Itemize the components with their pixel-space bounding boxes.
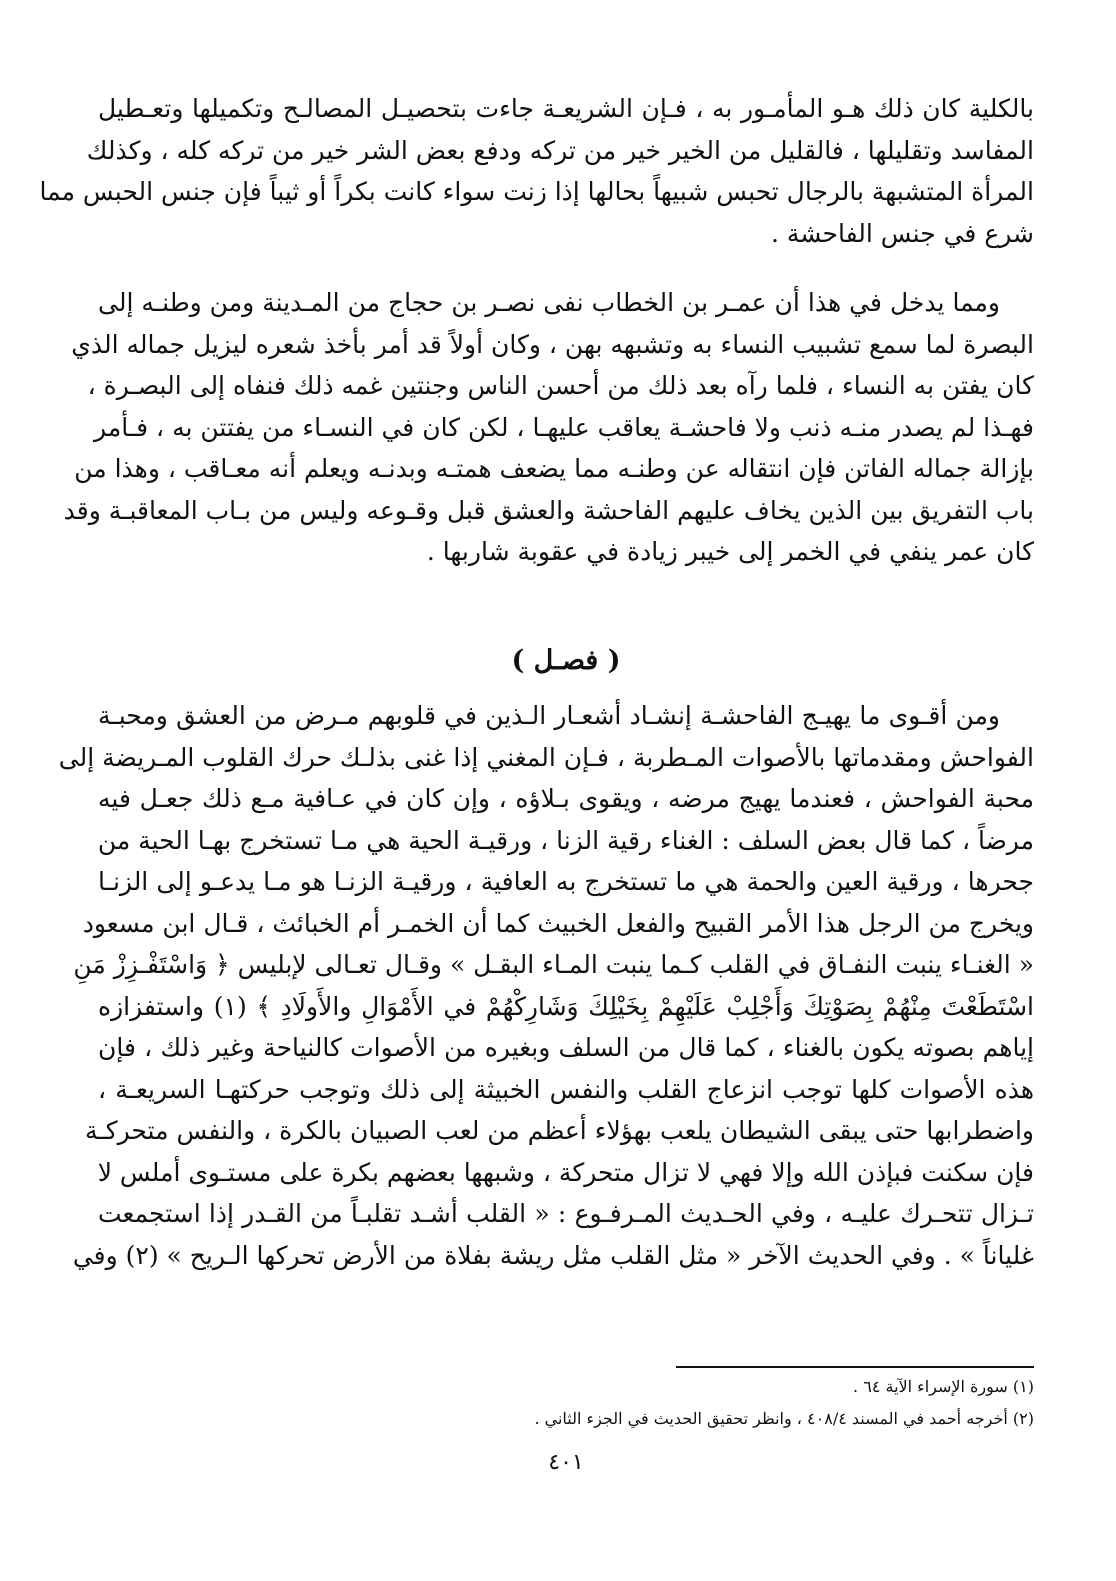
paragraph-2 [63,282,1034,573]
text-line: جحرها ، ورقية العين والحمة هي ما تستخرج به العافية ، ورقيـة الزنـا هو مـا يدعـو إلى الزنـا [98,867,1034,896]
footnote-2: (٢) أخرجه أحمد في المسند ٤٠٨/٤ ، وانظر تحقيق الحديث في الجزء الثاني . [534,1409,1034,1428]
text-line: البصرة لما سمع تشبيب النساء به وتشبهه بهن ، وكان أولاً قد أمر بأخذ شعره ليزيل جماله الذي [71,329,1034,359]
text-line: بالكلية كان ذلك هـو المأمـور به ، فـإن الشريعـة جاءت بتحصيـل المصالـح وتكميلها وتعـطيل [98,94,1034,123]
text-line: الفواحش ومقدماتها بالأصوات المـطربة ، فـإن المغني إذا غنى بذلـك حرك القلوب المـريضة إلى [58,742,1034,772]
text-line: إياهم بصوته يكون بالغناء ، كما قال من السلف وبغيره من الأصوات كالنياحة وغير ذلك ، فإن [98,1033,1034,1062]
footnote-divider [676,1366,1034,1368]
text-line: كان عمر ينفي في الخمر إلى خيبر زيادة في عقوبة شاربها . [426,537,1034,566]
text-line: كان يفتن به النساء ، فلما رآه بعد ذلك من أحسن الناس وجنتين غمه ذلك فنفاه إلى البصـرة ، [87,371,1034,400]
text-line: اسْتَطَعْتَ مِنْهُمْ بِصَوْتِكَ وَأَجْلِبْ عَلَيْهِمْ بِخَيْلِكَ وَشَارِكْهُمْ في الأَمْوَالِ والأَولَادِ ﴾ (١) واستفزازه [98,991,1034,1021]
footnotes [98,1371,1034,1435]
text-line: باب التفريق بين الذين يخاف عليهم الفاحشة والعشق قبل وقـوعه وليس من بـاب المعاقبـة وقد [63,495,1034,525]
text-line: « الغنـاء ينبت النفـاق في القلب كـما ينبت المـاء البقـل » وقـال تعـالى لإبليس ﴿ وَاسْتَفْـزِزْ مَنِ [73,950,1034,979]
text-line: ويخرج من الرجل هذا الأمر القبيح والفعل الخبيث كما أن الخمـر أم الخبائث ، قـال ابن مسعود [82,908,1034,938]
text-line: تـزال تتحـرك عليـه ، وفي الحـديث المـرفـوع : « القلب أشـد تقلبـاً من القـدر إذا استجمعت [98,1199,1034,1228]
text-line: مرضاً ، كما قال بعض السلف : الغناء رقية الزنا ، ورقيـة الحية هي مـا تستخرج بهـا الحية من [97,825,1034,855]
text-line: فهـذا لم يصدر منـه ذنب ولا فاحشـة يعاقب عليهـا ، لكن كان في النسـاء من يفتتن به ، فـأمر [94,412,1034,442]
text-line: هذه الأصوات كلها توجب انزعاج القلب والنفس الخبيثة إلى ذلك وتوجب حركتهـا السريعـة ، [98,1074,1034,1104]
text-line: شرع في جنس الفاحشة . [770,218,1034,248]
text-line: فإن سكنت فبإذن الله وإلا فهي لا تزال متحركة ، وشبهها بعضهم بكرة على مستـوى أملس لا [97,1157,1034,1187]
page-number: ٤٠١ [548,1450,584,1475]
text-line: ومن أقـوى ما يهيـج الفاحشـة إنشـاد أشعـار الـذين في قلوبهم مـرض من العشق ومحبـة [98,701,1000,730]
text-line: واضطرابها حتى يبقى الشيطان يلعب بهؤلاء أعظم من لعب الصبيان بالكرة ، والنفس متحركـة [85,1116,1034,1145]
text-line: ومما يدخل في هذا أن عمـر بن الخطاب نفى نصـر بن حجاج من المـدينة ومن وطنـه إلى [98,288,1000,317]
section-heading: ( فصـل ) [511,645,621,676]
footnote-1: (١) سورة الإسراء الآية ٦٤ . [853,1377,1034,1396]
paragraph-1 [39,88,1034,254]
text-line: غلياناً » . وفي الحديث الآخر « مثل القلب مثل ريشة بفلاة من الأرض تحركها الـريح » (٢) وفي [72,1240,1034,1270]
section-paragraph [58,695,1034,1276]
text-line: محبة الفواحش ، فعندما يهيج مرضه ، ويقوى بـلاؤه ، وإن كان في عـافية مـع ذلك جعـل فيه [98,784,1034,813]
text-line: بإزالة جماله الفاتن فإن انتقاله عن وطنـه مما يضعف همتـه وبدنـه ويعلم أنه معـاقب ، وهذا من [74,454,1034,483]
text-line: المرأة المتشبهة بالرجال تحبس شبيهاً بحالها إذا زنت سواء كانت بكراً أو ثيباً فإن جنس الحبس مما [39,177,1034,206]
text-line: المفاسد وتقليلها ، فالقليل من الخير خير من تركه ودفع بعض الشر خير من تركه كله ، وكذلك [86,135,1034,165]
